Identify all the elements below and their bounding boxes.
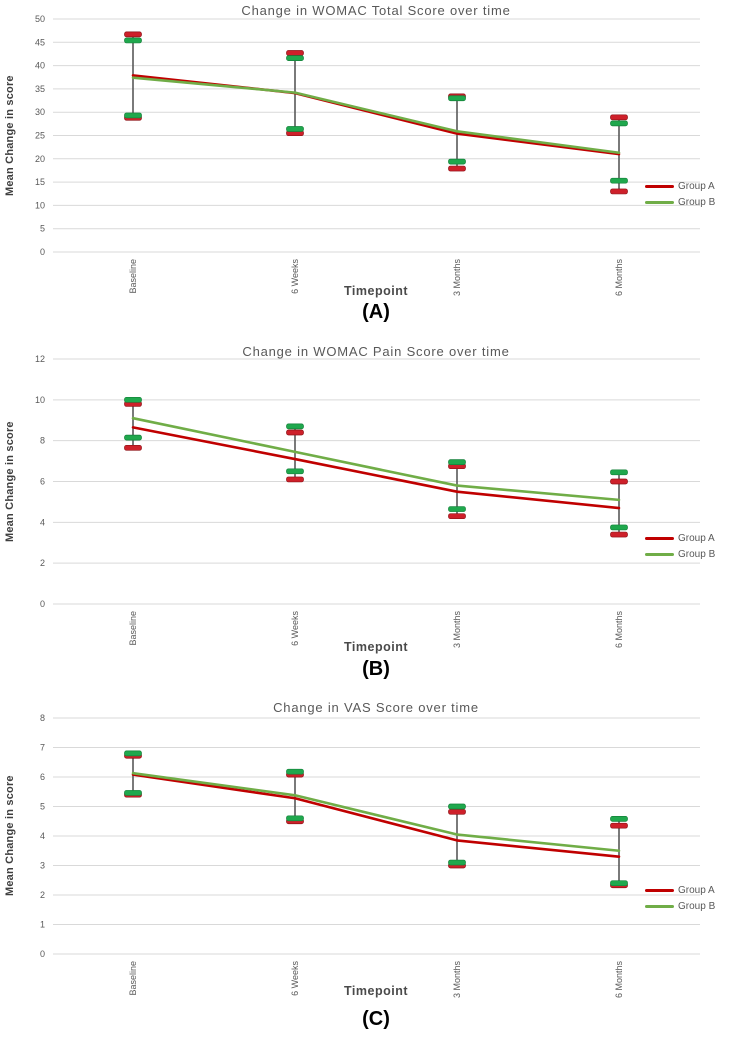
error-cap-lower-group-b <box>449 860 466 865</box>
error-cap-upper-group-b <box>611 121 628 126</box>
error-cap-upper-group-a <box>287 430 304 435</box>
error-cap-upper-group-b <box>125 751 142 756</box>
legend-label-group-a: Group A <box>678 532 715 544</box>
y-tick-label: 40 <box>34 60 45 71</box>
error-cap-upper-group-b <box>449 460 466 465</box>
x-axis-title: Timepoint <box>344 640 408 654</box>
x-category-label: 6 Months <box>614 961 624 999</box>
x-category-label: 6 Weeks <box>290 611 300 646</box>
chart-panel-b <box>0 338 732 690</box>
group-a-line-swatch <box>645 185 674 188</box>
x-category-label: 3 Months <box>452 259 462 297</box>
legend-item-group-b <box>645 546 731 562</box>
y-tick-label: 0 <box>39 599 45 609</box>
y-tick-label: 8 <box>39 713 45 723</box>
y-axis-title: Mean Change in score <box>4 421 16 542</box>
error-cap-lower-group-a <box>449 166 466 171</box>
legend-item-group-a <box>645 882 731 898</box>
y-tick-label: 12 <box>34 354 45 364</box>
error-cap-upper-group-b <box>287 769 304 774</box>
legend-item-group-b <box>645 898 731 914</box>
panel-caption-a: (A) <box>362 301 390 323</box>
y-tick-label: 3 <box>39 860 45 871</box>
error-cap-upper-group-b <box>611 470 628 475</box>
error-cap-lower-group-a <box>125 445 142 450</box>
panel-caption-c: (C) <box>362 1008 390 1030</box>
error-cap-lower-group-a <box>287 477 304 482</box>
y-axis-title: Mean Change in score <box>4 775 16 897</box>
error-cap-lower-group-b <box>611 178 628 183</box>
x-category-label: Baseline <box>128 611 138 646</box>
error-cap-upper-group-a <box>611 115 628 120</box>
error-cap-lower-group-b <box>449 507 466 512</box>
error-cap-upper-group-b <box>449 96 466 101</box>
error-cap-lower-group-b <box>287 469 304 474</box>
error-cap-lower-group-a <box>449 514 466 519</box>
y-axis-title: Mean Change in score <box>4 75 16 196</box>
error-cap-lower-group-a <box>611 532 628 537</box>
y-tick-label: 5 <box>39 801 45 812</box>
group-a-line-swatch <box>645 537 674 540</box>
legend-label-group-b: Group B <box>678 196 716 208</box>
legend <box>645 178 731 210</box>
x-axis-title: Timepoint <box>344 284 408 298</box>
error-cap-lower-group-b <box>125 790 142 795</box>
chart-title: Change in WOMAC Total Score over time <box>241 3 511 18</box>
y-tick-label: 2 <box>39 890 45 900</box>
error-cap-lower-group-b <box>287 816 304 821</box>
y-tick-label: 45 <box>34 37 45 48</box>
plot-area <box>0 338 732 690</box>
legend-label-group-a: Group A <box>678 180 715 192</box>
group-b-line-swatch <box>645 905 674 908</box>
y-tick-label: 6 <box>39 476 45 487</box>
error-cap-upper-group-a <box>611 479 628 484</box>
x-category-label: 6 Weeks <box>290 259 300 294</box>
y-tick-label: 8 <box>39 435 45 446</box>
y-tick-label: 4 <box>39 517 45 528</box>
x-category-label: 6 Weeks <box>290 961 300 996</box>
error-cap-lower-group-b <box>449 159 466 164</box>
y-tick-label: 0 <box>39 247 45 257</box>
legend-item-group-a <box>645 178 731 194</box>
error-cap-upper-group-b <box>611 816 628 821</box>
chart-title: Change in VAS Score over time <box>273 700 479 715</box>
y-tick-label: 6 <box>39 772 45 782</box>
legend <box>645 882 731 914</box>
y-tick-label: 25 <box>34 130 45 141</box>
y-tick-label: 50 <box>34 14 45 24</box>
group-a-line-swatch <box>645 889 674 892</box>
x-category-label: 3 Months <box>452 611 462 649</box>
y-tick-label: 10 <box>34 394 45 405</box>
y-tick-label: 35 <box>34 83 45 94</box>
series-line-group-b <box>133 418 619 500</box>
error-cap-upper-group-b <box>125 38 142 43</box>
legend-label-group-b: Group B <box>678 900 716 912</box>
error-cap-upper-group-b <box>287 56 304 61</box>
error-cap-lower-group-b <box>287 126 304 131</box>
y-tick-label: 7 <box>39 742 45 753</box>
legend-label-group-b: Group B <box>678 548 716 560</box>
error-cap-lower-group-b <box>611 525 628 530</box>
error-cap-upper-group-b <box>449 804 466 809</box>
legend-item-group-b <box>645 194 731 210</box>
x-category-label: Baseline <box>128 961 138 996</box>
error-cap-lower-group-b <box>611 881 628 886</box>
x-axis-title: Timepoint <box>344 984 408 998</box>
chart-title: Change in WOMAC Pain Score over time <box>242 344 510 359</box>
x-category-label: 3 Months <box>452 961 462 999</box>
y-tick-label: 10 <box>34 200 45 211</box>
y-tick-label: 5 <box>39 223 45 234</box>
chart-panel-c <box>0 690 732 1037</box>
error-cap-upper-group-b <box>125 397 142 402</box>
y-tick-label: 0 <box>39 949 45 959</box>
error-cap-upper-group-a <box>611 823 628 828</box>
y-tick-label: 1 <box>39 919 45 930</box>
y-tick-label: 2 <box>39 558 45 569</box>
chart-panel-a <box>0 0 732 338</box>
error-cap-upper-group-a <box>287 51 304 56</box>
error-cap-lower-group-b <box>125 113 142 118</box>
y-tick-label: 30 <box>34 107 45 118</box>
error-cap-upper-group-a <box>449 809 466 814</box>
panel-caption-b: (B) <box>362 658 390 680</box>
y-tick-label: 20 <box>34 153 45 164</box>
x-category-label: 6 Months <box>614 611 624 649</box>
legend-label-group-a: Group A <box>678 884 715 896</box>
group-b-line-swatch <box>645 553 674 556</box>
legend <box>645 530 731 562</box>
x-category-label: 6 Months <box>614 259 624 297</box>
y-tick-label: 4 <box>39 831 45 841</box>
error-cap-lower-group-b <box>125 435 142 440</box>
y-tick-label: 15 <box>34 177 45 188</box>
error-cap-upper-group-b <box>287 424 304 429</box>
group-b-line-swatch <box>645 201 674 204</box>
x-category-label: Baseline <box>128 259 138 294</box>
legend-item-group-a <box>645 530 731 546</box>
error-cap-upper-group-a <box>125 32 142 37</box>
error-cap-lower-group-a <box>611 189 628 194</box>
